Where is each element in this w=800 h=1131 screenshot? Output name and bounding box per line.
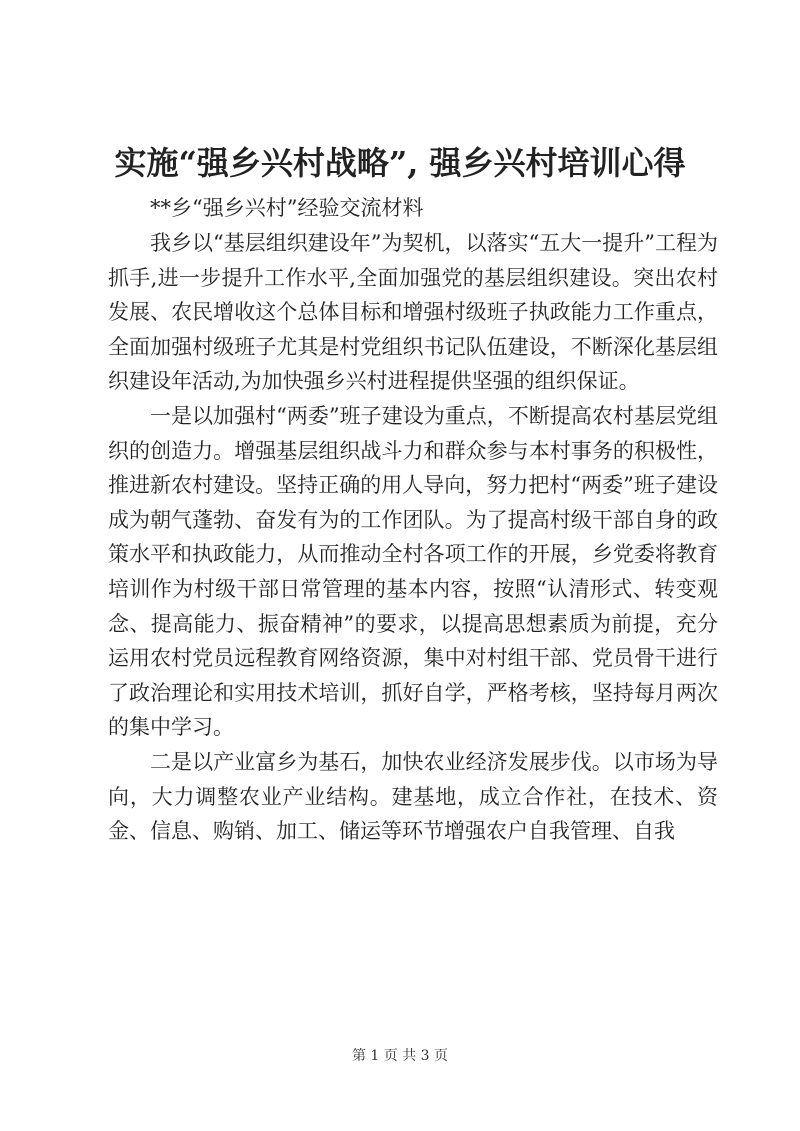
paragraph-intro: 我乡以“基层组织建设年”为契机，以落实“五大一提升”工程为抓手,进一步提升工作水平,全面加强党的基层组织建设。突出农村发展、农民增收这个总体目标和增强村级班子执政能力工作重点，全面加强村级班子尤其是村党组织书记队伍建设，不断深化基层组织建设年活动,为加快强乡兴村进程提供坚强的组织保证。 <box>108 231 718 394</box>
document-subtitle: **乡“强乡兴村”经验交流材料 <box>150 196 424 220</box>
document-title: 实施“强乡兴村战略”, 强乡兴村培训心得 <box>114 144 686 182</box>
page-number-footer: 第 1 页 共 3 页 <box>351 1048 449 1064</box>
document-body <box>108 226 718 849</box>
paragraph-point-two: 二是以产业富乡为基石，加快农业经济发展步伐。以市场为导向，大力调整农业产业结构。建基地，成立合作社，在技术、资金、信息、购销、加工、储运等环节增强农户自我管理、自我 <box>108 749 718 844</box>
paragraph-point-one: 一是以加强村“两委”班子建设为重点，不断提高农村基层党组织的创造力。增强基层组织战斗力和群众参与本村事务的积极性，推进新农村建设。坚持正确的用人导向，努力把村“两委”班子建设成为朝气蓬勃、奋发有为的工作团队。为了提高村级干部自身的政策水平和执政能力，从而推动全村各项工作的开展，乡党委将教育培训作为村级干部日常管理的基本内容，按照“认清形式、转变观念、提高能力、振奋精神”的要求，以提高思想素质为前提，充分运用农村党员远程教育网络资源，集中对村组干部、党员骨干进行了政治理论和实用技术培训，抓好自学，严格考核，坚持每月两次的集中学习。 <box>108 403 718 740</box>
